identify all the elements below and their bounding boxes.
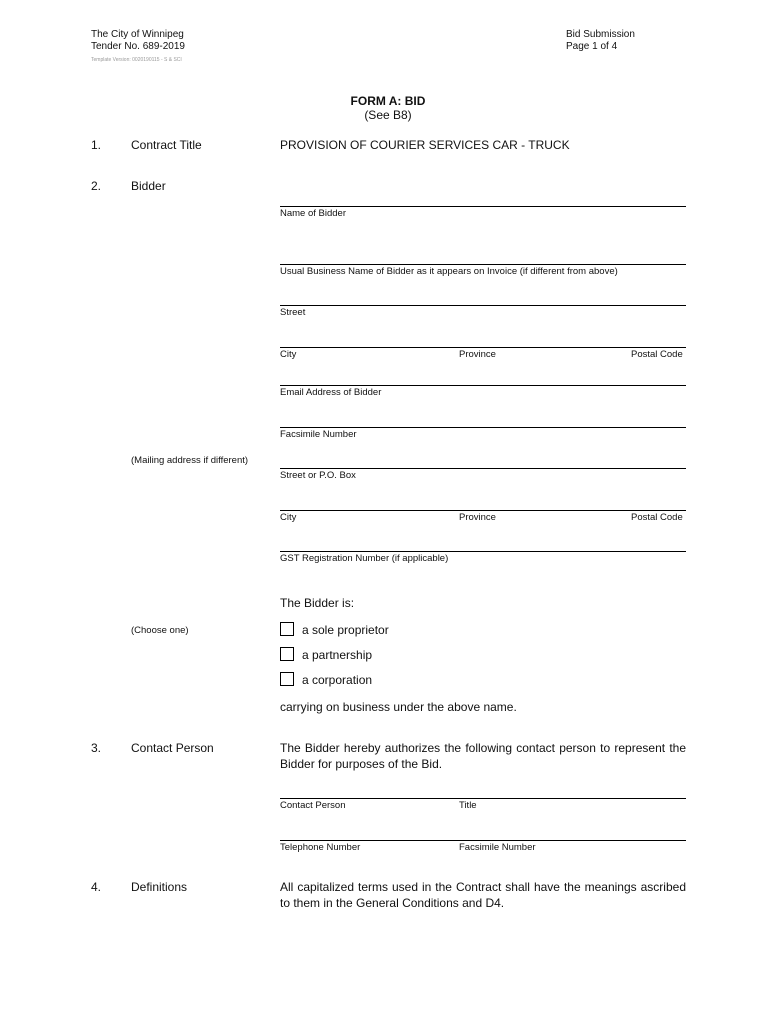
bidder-name-caption: Name of Bidder: [280, 208, 347, 219]
contact-phone-line[interactable]: [280, 840, 686, 841]
header-org: The City of Winnipeg: [91, 29, 184, 40]
definitions-text: All capitalized terms used in the Contract shall have the meanings ascribed to them in the General Conditions and D4.: [280, 880, 686, 910]
city-caption: City: [280, 349, 297, 360]
contact-title-caption: Title: [459, 800, 477, 811]
bidder-name-line[interactable]: [280, 206, 686, 207]
fax-line[interactable]: [280, 427, 686, 428]
email-caption: Email Address of Bidder: [280, 387, 382, 398]
business-name-line[interactable]: [280, 264, 686, 265]
email-line[interactable]: [280, 385, 686, 386]
header-template-version: Template Version: 0020190115 - S & SCI: [91, 57, 182, 63]
section-2-label: Bidder: [131, 179, 166, 193]
section-1-number: 1.: [91, 138, 102, 152]
section-4-label: Definitions: [131, 880, 188, 894]
contact-person-text: The Bidder hereby authorizes the following contact person to represent the Bidder for purposes of the Bid.: [280, 741, 686, 771]
contract-title-value: PROVISION OF COURIER SERVICES CAR - TRUCK: [280, 138, 570, 152]
header-page: Page 1 of 4: [566, 41, 618, 52]
gst-line[interactable]: [280, 551, 686, 552]
header-tender: Tender No. 689-2019: [91, 41, 185, 52]
form-title: FORM A: BID: [350, 94, 426, 108]
telephone-caption: Telephone Number: [280, 842, 361, 853]
section-3-number: 3.: [91, 741, 102, 755]
business-name-caption: Usual Business Name of Bidder as it appears on Invoice (if different from above): [280, 266, 618, 277]
section-3-label: Contact Person: [131, 741, 214, 755]
header-doc-type: Bid Submission: [566, 29, 635, 40]
carrying-on-text: carrying on business under the above name.: [280, 700, 517, 714]
city-line[interactable]: [280, 347, 686, 348]
partnership-label: a partnership: [302, 648, 373, 662]
contact-fax-caption: Facsimile Number: [459, 842, 536, 853]
section-1-label: Contract Title: [131, 138, 202, 152]
province2-caption: Province: [459, 512, 496, 523]
choose-one-note: (Choose one): [131, 625, 189, 636]
postal-code2-caption: Postal Code: [631, 512, 683, 523]
street-caption: Street: [280, 307, 306, 318]
city2-line[interactable]: [280, 510, 686, 511]
sole-proprietor-label: a sole proprietor: [302, 623, 389, 637]
po-box-caption: Street or P.O. Box: [280, 470, 356, 481]
sole-proprietor-checkbox[interactable]: [280, 622, 294, 636]
corporation-checkbox[interactable]: [280, 672, 294, 686]
section-2-number: 2.: [91, 179, 102, 193]
form-subtitle: (See B8): [364, 108, 412, 122]
fax-caption: Facsimile Number: [280, 429, 357, 440]
postal-code-caption: Postal Code: [631, 349, 683, 360]
street-line[interactable]: [280, 305, 686, 306]
section-4-number: 4.: [91, 880, 102, 894]
contact-person-line[interactable]: [280, 798, 686, 799]
contact-person-caption: Contact Person: [280, 800, 346, 811]
partnership-checkbox[interactable]: [280, 647, 294, 661]
mailing-address-note: (Mailing address if different): [131, 455, 249, 466]
bidder-is-label: The Bidder is:: [280, 596, 355, 610]
province-caption: Province: [459, 349, 496, 360]
city2-caption: City: [280, 512, 297, 523]
gst-caption: GST Registration Number (if applicable): [280, 553, 449, 564]
corporation-label: a corporation: [302, 673, 373, 687]
po-box-line[interactable]: [280, 468, 686, 469]
